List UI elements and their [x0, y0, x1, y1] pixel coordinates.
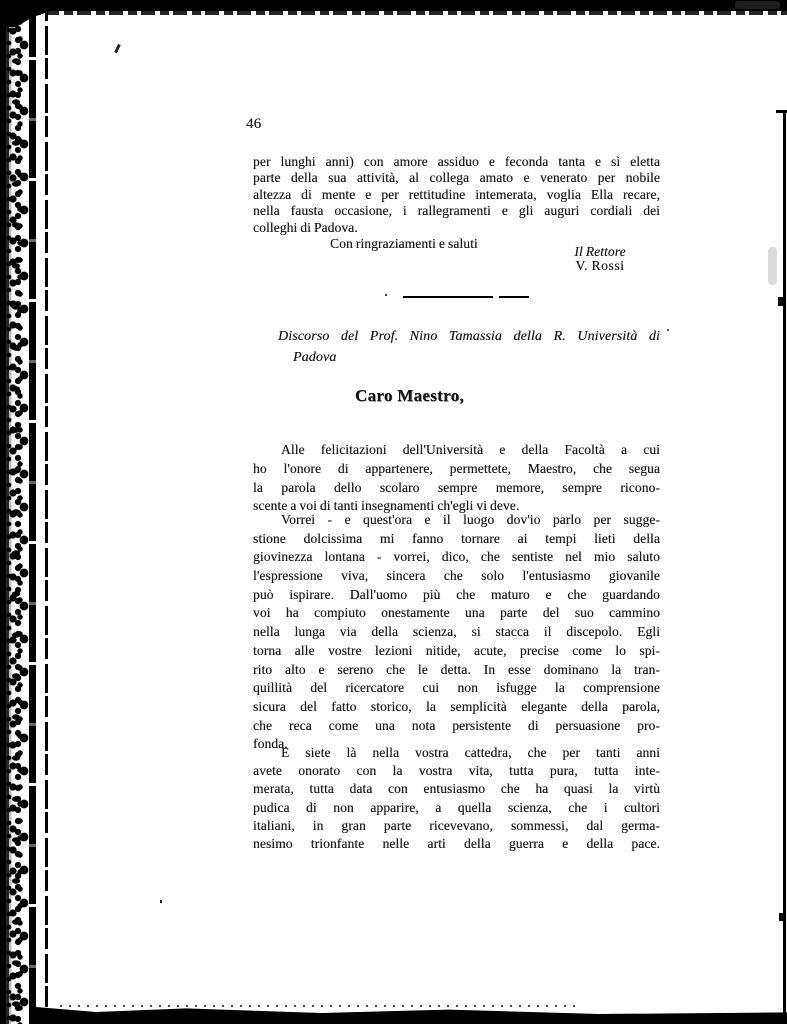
- right-scan-line: [783, 110, 786, 1024]
- text-line: italiani, in gran parte ricevevano, sommessi, dal germa-: [253, 817, 660, 833]
- text-line: avete onorato con la vostra vita, tutta pura, tutta inte-: [253, 763, 660, 779]
- paragraph-3: [253, 744, 660, 853]
- signature-role: Il Rettore: [574, 244, 626, 259]
- text-line: nella lunga via della scienza, si stacca il discepolo. Egli: [253, 624, 660, 640]
- text-line: l'espressione viva, sincera che solo l'entusiasmo giovanile: [253, 568, 660, 584]
- text-line: Alle felicitazioni dell'Università e della Facoltà a cui: [281, 442, 660, 457]
- scan-blob: [779, 913, 786, 921]
- text-line: Vorrei - e quest'ora e il luogo dov'io parlo per sugge-: [281, 512, 660, 527]
- salutation-heading: Caro Maestro,: [355, 386, 465, 405]
- text-line: giovinezza lontana - vorrei, dico, che sentiste nel mio saluto: [253, 549, 660, 565]
- text-line: colleghi di Padova.: [253, 219, 358, 235]
- text-line: parte della sua attività, al collega amato e venerato per nobile: [253, 170, 660, 186]
- page-number: 46: [246, 116, 262, 132]
- text-line: scente a voi di tanti insegnamenti ch'egli vi deve.: [253, 498, 520, 514]
- closing-line: Con ringraziamenti e saluti: [330, 235, 478, 251]
- signature-block: [538, 245, 662, 273]
- scan-blob: [778, 297, 786, 306]
- text-line: che reca come una nota persistente di persuasione pro-: [253, 717, 660, 733]
- text-line: sicura del fatto storico, la semplicità elegante della parola,: [253, 698, 660, 714]
- text-line: E siete là nella vostra cattedra, che per tanti anni: [281, 745, 660, 760]
- scan-speck: [667, 329, 669, 331]
- continuation-paragraph: [253, 154, 660, 252]
- text-line: quillità del ricercatore cui non isfugge la comprensione: [253, 680, 660, 696]
- text-line: può ispirare. Dall'uomo più che maturo e che guardando: [253, 586, 660, 602]
- paragraph-2: [253, 511, 660, 754]
- right-scan-line-cap: [776, 110, 787, 113]
- text-line: nella fausta occasione, i rallegramenti e gli auguri cordiali dei: [253, 203, 660, 219]
- text-line: stione dolcissima mi fanno tornare ai tempi lieti della: [253, 530, 660, 546]
- binding-vertical-line-thin: [45, 0, 48, 1024]
- heading-line: Padova: [293, 350, 337, 365]
- bottom-scan-bar: [36, 1004, 787, 1024]
- text-line: fonda.: [253, 736, 288, 752]
- speech-heading: [253, 326, 660, 368]
- scan-speck: [385, 294, 387, 296]
- scan-smudge: [735, 1, 780, 9]
- text-line: ho l'onore di appartenere, permettete, Maestro, che segua: [253, 460, 660, 476]
- scan-smudge: [768, 247, 777, 285]
- text-line: merata, tutta data con entusiasmo che ha quasi la virtù: [253, 781, 660, 797]
- text-line: per lunghi anni) con amore assiduo e feconda tanta e sì eletta: [253, 154, 660, 169]
- paragraph-1: [253, 441, 660, 516]
- text-line: torna alle vostre lezioni nitide, acute, precise come lo spi-: [253, 642, 660, 658]
- heading-line: Discorso del Prof. Nino Tamassia della R. Università di: [278, 329, 660, 344]
- binding-speckle-noise: [5, 0, 32, 1024]
- scan-speck: [160, 900, 162, 903]
- text-line: pudica di non apparire, a quella scienza, che i cultori: [253, 799, 660, 815]
- top-scan-bar: [0, 0, 787, 11]
- signature-name: V. Rossi: [575, 258, 625, 273]
- bottom-scan-bar-speckle: [60, 1005, 580, 1007]
- top-scan-bar-ragged-edge: [0, 11, 787, 15]
- scan-speck: [114, 44, 120, 53]
- text-line: rito alto e sereno che le detta. In esse dominano la tran-: [253, 661, 660, 677]
- text-line: altezza di mente e per rettitudine intemerata, voglia Ella recare,: [253, 186, 660, 202]
- text-line: la parola dello scolaro sempre memore, sempre ricono-: [253, 479, 660, 495]
- text-line: voi ha compiuto onestamente una parte del suo cammino: [253, 605, 660, 621]
- binding-vertical-line: [29, 0, 36, 1024]
- section-divider: [403, 296, 529, 298]
- text-line: nesimo trionfante nelle arti della guerra e della pace.: [253, 835, 660, 851]
